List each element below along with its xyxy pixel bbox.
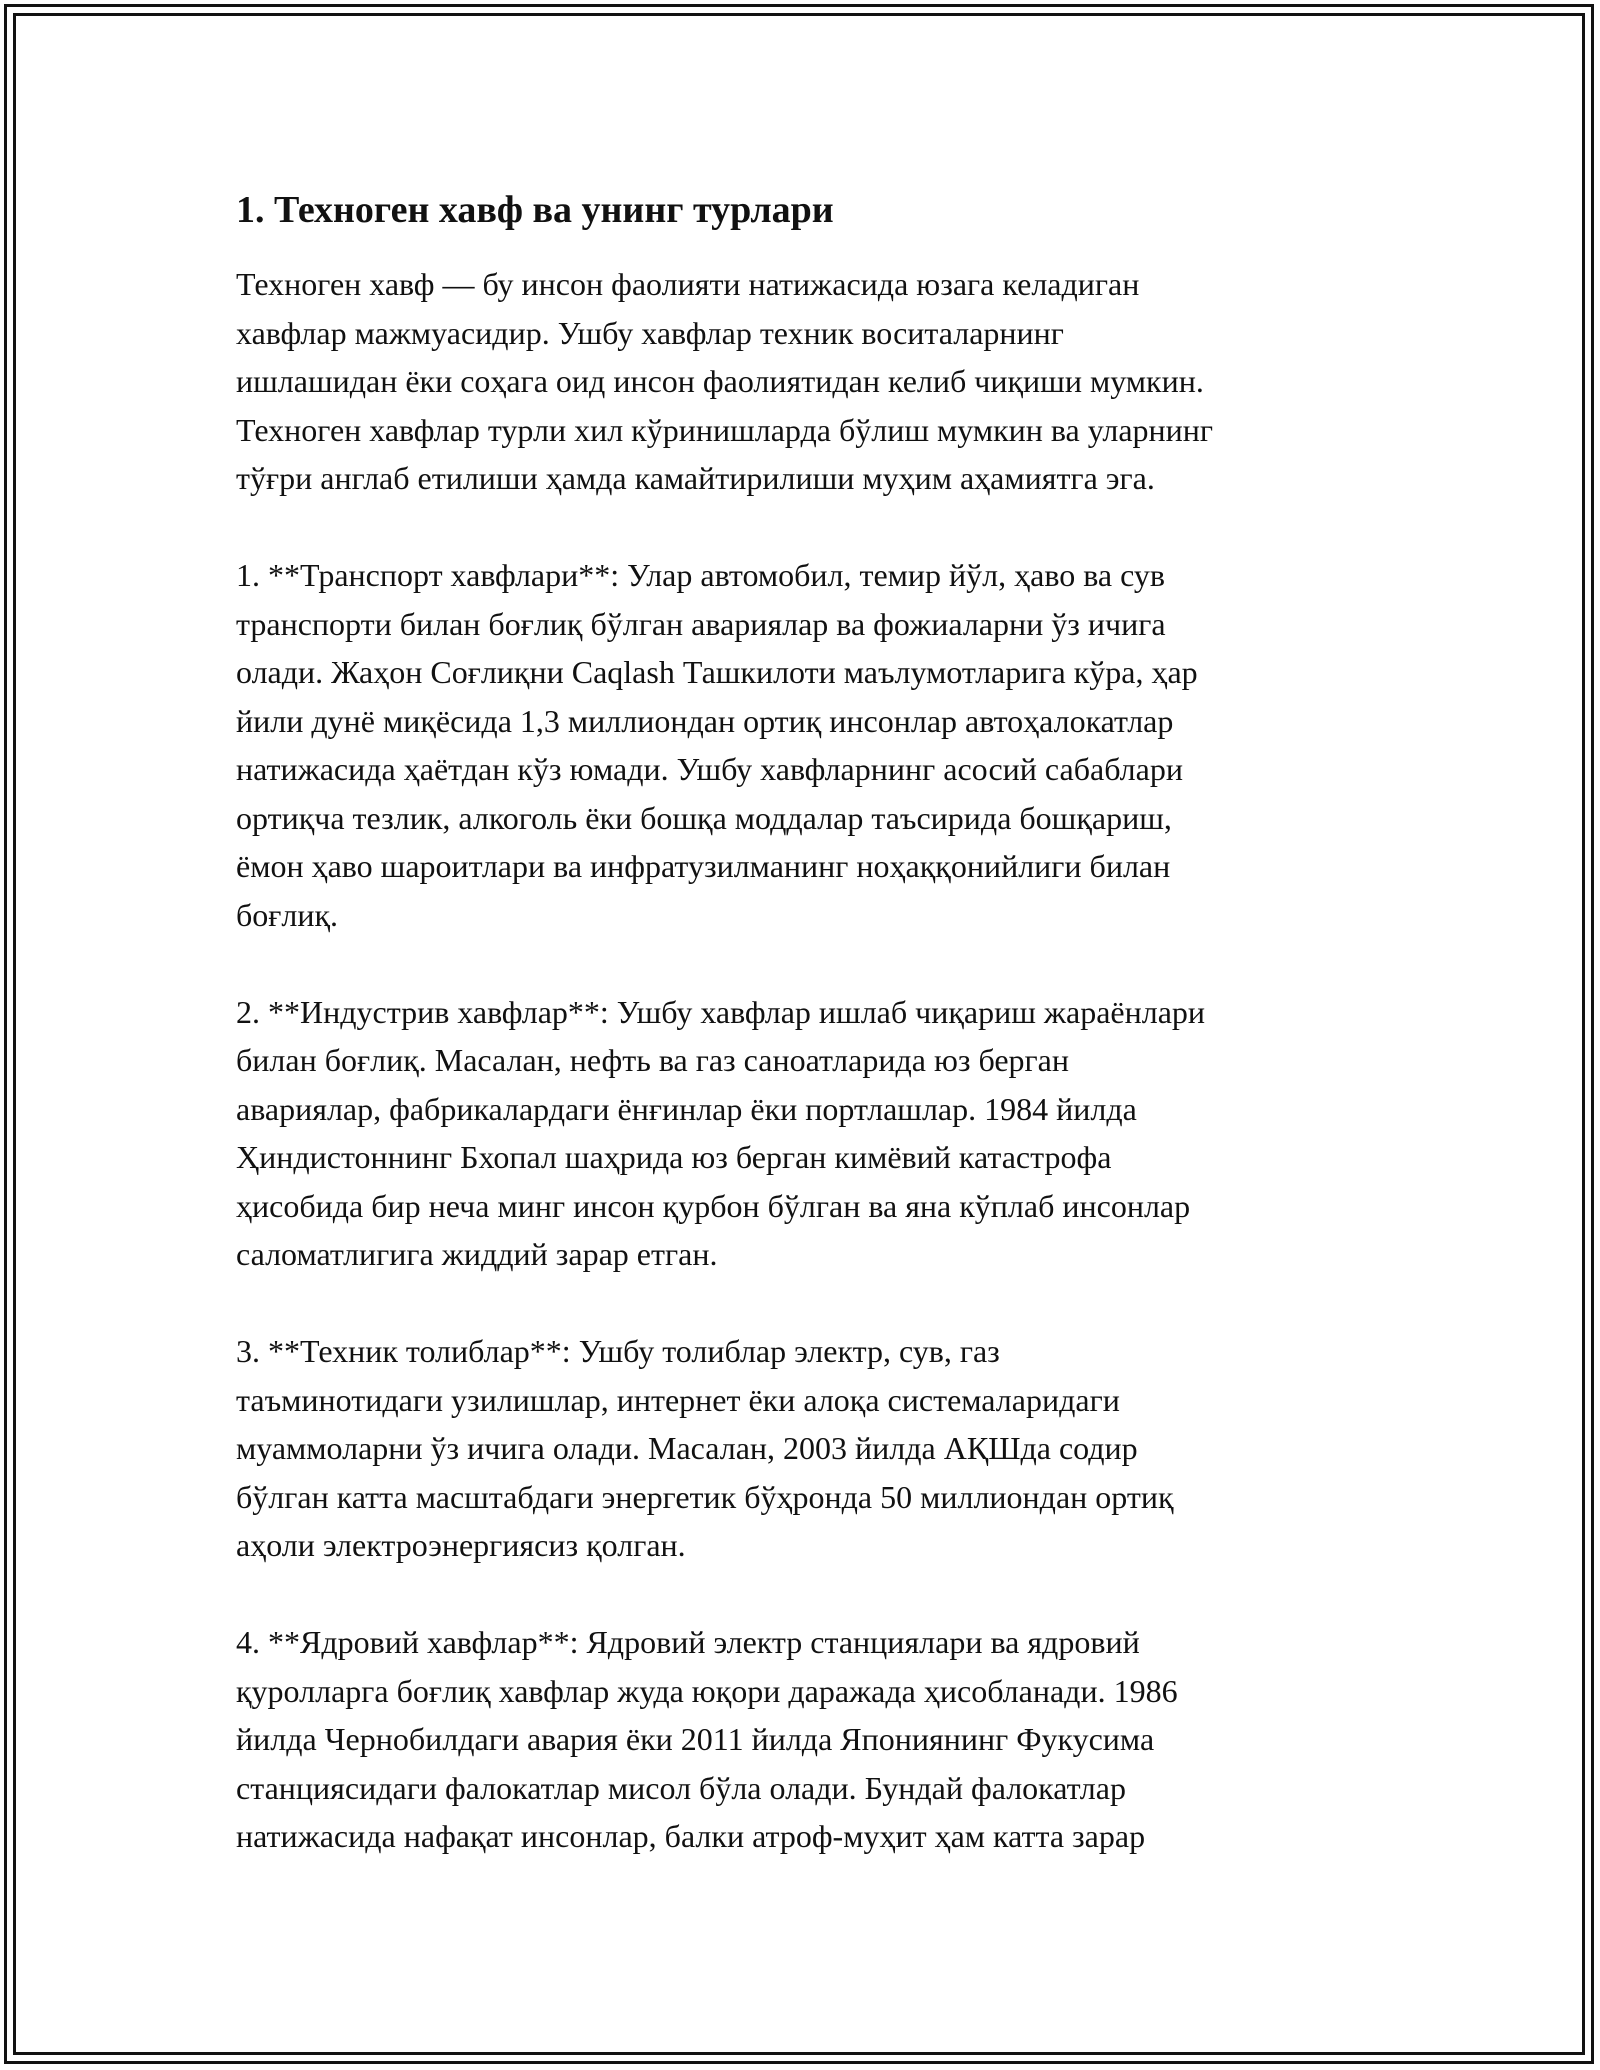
paragraph-gap — [236, 1570, 1376, 1619]
text-line: қуролларга боғлиқ хавфлар жуда юқори даражада ҳисобланади. 1986 — [236, 1672, 1178, 1709]
text-line: Техноген хавф — бу инсон фаолияти натижасида юзага келадиган — [236, 266, 1140, 302]
text-line: ҳисобида бир неча минг инсон қурбон бўлган ва яна кўплаб инсонлар — [236, 1187, 1191, 1224]
text-line: Ҳиндистоннинг Бхопал шаҳрида юз берган кимёвий катастрофа — [236, 1139, 1112, 1175]
text-line: ортиқча тезлик, алкоголь ёки бошқа моддалар таъсирида бошқариш, — [236, 799, 1172, 836]
text-line: боғлиқ. — [236, 896, 339, 933]
text-line: йилда Чернобилдаги авария ёки 2011 йилда Япониянинг Фукусима — [236, 1721, 1155, 1757]
text-line: 4. **Ядровий хавфлар**: Ядровий электр станциялари ва ядровий — [236, 1624, 1140, 1660]
document-body — [236, 186, 1376, 1861]
text-line: билан боғлиқ. Масалан, нефть ва газ саноатларида юз берган — [236, 1042, 1069, 1078]
section-heading: 1. Техноген хавф ва унинг турлари — [236, 189, 834, 231]
paragraph-gap — [236, 1279, 1376, 1328]
text-line: 1. **Транспорт хавфлари**: Улар автомобил, темир йўл, ҳаво ва сув — [236, 557, 1165, 593]
text-line: Техноген хавфлар турли хил кўринишларда бўлиш мумкин ва уларнинг — [236, 411, 1214, 448]
text-line: хавфлар мажмуасидир. Ушбу хавфлар техник воситаларнинг — [236, 314, 1064, 351]
intro-paragraph — [236, 260, 1376, 503]
paragraph-gap — [236, 939, 1376, 988]
text-line: аҳоли электроэнергиясиз қолган. — [236, 1527, 686, 1563]
text-line: муаммоларни ўз ичига олади. Масалан, 2003 йилда АҚШда содир — [236, 1430, 1138, 1466]
text-line: натижасида нафақат инсонлар, балки атроф-муҳит ҳам катта зарар — [236, 1818, 1146, 1854]
text-line: ишлашидан ёки соҳага оид инсон фаолиятидан келиб чиқиши мумкин. — [236, 363, 1204, 399]
text-line: тўғри англаб етилиши ҳамда камайтирилиши муҳим аҳамиятга эга. — [236, 460, 1155, 496]
text-line: саломатлигига жиддий зарар етган. — [236, 1236, 718, 1272]
text-line: натижасида ҳаётдан кўз юмади. Ушбу хавфларнинг асосий сабаблари — [236, 751, 1183, 787]
list-item-industrial — [236, 988, 1376, 1279]
text-line: 3. **Техник толиблар**: Ушбу толиблар электр, сув, газ — [236, 1333, 1000, 1369]
text-line: бўлган катта масштабдаги энергетик бўҳронда 50 миллиондан ортиқ — [236, 1478, 1174, 1515]
text-line: ёмон ҳаво шароитлари ва инфратузилманинг ноҳаққонийлиги билан — [236, 848, 1171, 884]
text-line: йили дунё миқёсида 1,3 миллиондан ортиқ инсонлар автоҳалокатлар — [236, 702, 1174, 739]
text-line: станциясидаги фалокатлар мисол бўла олади. Бундай фалокатлар — [236, 1769, 1126, 1806]
paragraph-gap — [236, 503, 1376, 552]
list-item-technical — [236, 1327, 1376, 1570]
list-item-transport — [236, 551, 1376, 939]
text-line: таъминотидаги узилишлар, интернет ёки алоқа системаларидаги — [236, 1381, 1120, 1418]
text-line: олади. Жаҳон Соғлиқни Caqlash Ташкилоти маълумотларига кўра, ҳар — [236, 654, 1198, 690]
text-line: авариялар, фабрикалардаги ёнғинлар ёки портлашлар. 1984 йилда — [236, 1090, 1137, 1127]
text-line: 2. **Индустрив хавфлар**: Ушбу хавфлар ишлаб чиқариш жараёнлари — [236, 993, 1206, 1030]
text-line: транспорти билан боғлиқ бўлган авариялар ва фожиаларни ўз ичига — [236, 605, 1166, 642]
list-item-nuclear — [236, 1618, 1376, 1861]
